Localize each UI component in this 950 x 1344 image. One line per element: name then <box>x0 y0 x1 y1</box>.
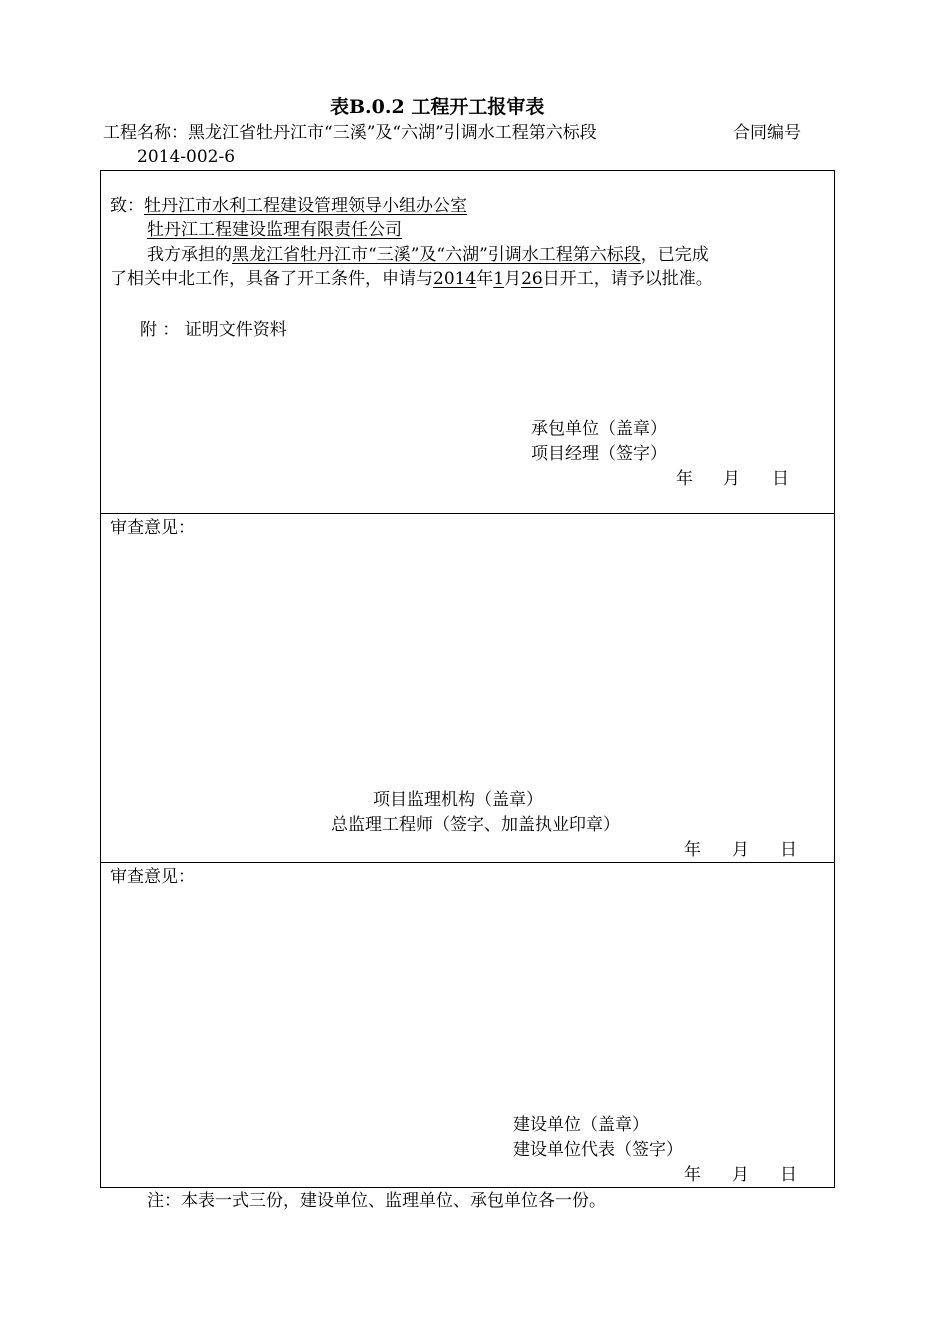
form-title: 表B.0.2 工程开工报审表 <box>330 96 545 118</box>
to-label: 致： <box>110 196 144 216</box>
date-year: 年 <box>684 1165 701 1185</box>
project-name-value: 黑龙江省牡丹江市“三溪”及“六湖”引调水工程第六标段 <box>188 123 597 143</box>
section-divider-2 <box>100 862 835 863</box>
contractor-seal: 承包单位（盖章） <box>531 419 667 439</box>
date-month: 月 <box>732 840 749 860</box>
owner-opinion-label: 审查意见： <box>110 867 195 887</box>
table-right-border <box>834 170 835 1188</box>
contract-no-value: 2014-002-6 <box>137 147 236 167</box>
body-line-2 <box>110 268 713 290</box>
date-year: 年 <box>676 469 693 489</box>
body-post-text: ，已完成 <box>640 245 709 265</box>
attachment-line: 附 ： 证明文件资料 <box>140 320 287 340</box>
month-unit: 月 <box>504 269 522 289</box>
date-year: 年 <box>684 840 701 860</box>
year-unit: 年 <box>476 269 494 289</box>
footnote: 注：本表一式三份，建设单位、监理单位、承包单位各一份。 <box>147 1191 606 1211</box>
table-left-border <box>100 170 101 1188</box>
supervision-org-seal: 项目监理机构（盖章） <box>373 790 543 810</box>
project-name-label: 工程名称： <box>103 123 188 143</box>
body-project-name: 黑龙江省牡丹江市“三溪”及“六湖”引调水工程第六标段 <box>232 245 641 265</box>
start-day: 26 <box>521 269 543 289</box>
date-day: 日 <box>780 1165 797 1185</box>
table-top-border <box>100 170 835 171</box>
recipient-1: 牡丹江市水利工程建设管理领导小组办公室 <box>144 196 467 216</box>
start-month: 1 <box>493 269 505 289</box>
owner-rep-sign: 建设单位代表（签字） <box>513 1140 683 1160</box>
section-divider-1 <box>100 513 835 514</box>
date-day: 日 <box>780 840 797 860</box>
project-name-line <box>103 122 597 144</box>
recipient-line-1 <box>110 195 467 217</box>
date-month: 月 <box>732 1165 749 1185</box>
chief-engineer-sign: 总监理工程师（签字、加盖执业印章） <box>331 815 620 835</box>
body-line-1 <box>147 244 709 266</box>
project-manager-sign: 项目经理（签字） <box>531 444 667 464</box>
body-pre-text: 我方承担的 <box>147 245 232 265</box>
body-line2-pre: 了相关中北工作，具备了开工条件，申请与 <box>110 269 433 289</box>
recipient-2: 牡丹江工程建设监理有限责任公司 <box>147 220 402 240</box>
body-line2-post: 日开工，请予以批准。 <box>542 269 713 289</box>
table-bottom-border <box>100 1187 835 1188</box>
date-day: 日 <box>772 469 789 489</box>
supervisor-opinion-label: 审查意见： <box>110 518 195 538</box>
start-year: 2014 <box>433 269 477 289</box>
date-month: 月 <box>723 469 740 489</box>
contract-no-label: 合同编号 <box>733 123 801 143</box>
owner-seal: 建设单位（盖章） <box>513 1115 649 1135</box>
